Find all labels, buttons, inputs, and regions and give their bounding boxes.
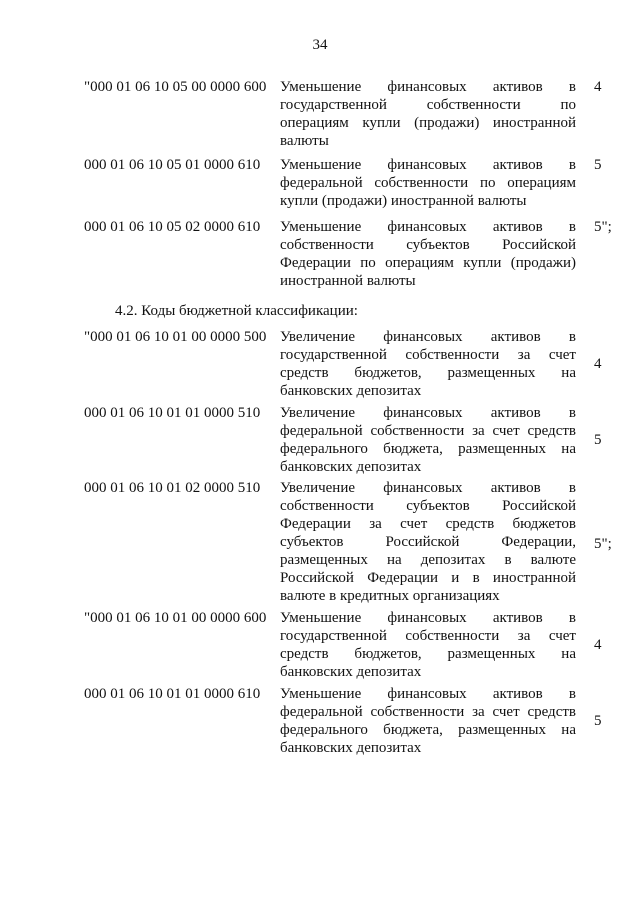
row-description: Уменьшение финансовых активов в федеральной собственности за счет средств федерального бюджета, размещенных на банковских депозитах [280,686,576,756]
row-code: "000 01 06 10 01 00 0000 500 [84,329,267,345]
row-value: 4 [594,637,602,653]
row-code: 000 01 06 10 05 01 0000 610 [84,157,261,173]
row-code: "000 01 06 10 05 00 0000 600 [84,79,267,95]
row-value: 5 [594,157,602,173]
row-code: 000 01 06 10 01 01 0000 510 [84,405,261,421]
row-description: Уменьшение финансовых активов в государственной собственности за счет средств бюджетов, размещенных на банковских депозитах [280,610,576,680]
row-value: 5"; [594,536,612,552]
row-description: Увеличение финансовых активов в федеральной собственности за счет средств федерального бюджета, размещенных на банковских депозитах [280,405,576,475]
row-description: Уменьшение финансовых активов в собственности субъектов Российской Федерации по операциям купли (продажи) иностранной валюты [280,219,576,289]
row-code: 000 01 06 10 01 01 0000 610 [84,686,261,702]
row-code: "000 01 06 10 01 00 0000 600 [84,610,267,626]
page-number: 34 [312,37,328,53]
row-description: Увеличение финансовых активов в собственности субъектов Российской Федерации за счет средств бюджетов субъектов Российской Федерации, размещенных на депозитах в валюте Российской Федерации и в иностранной валюте в кредитных организациях [280,480,576,604]
section-heading: 4.2. Коды бюджетной классификации: [115,303,358,319]
row-code: 000 01 06 10 01 02 0000 510 [84,480,261,496]
row-description: Увеличение финансовых активов в государственной собственности за счет средств бюджетов, размещенных на банковских депозитах [280,329,576,399]
row-code: 000 01 06 10 05 02 0000 610 [84,219,261,235]
row-description: Уменьшение финансовых активов в государственной собственности по операциям купли (продажи) иностранной валюты [280,79,576,149]
row-value: 5 [594,432,602,448]
row-value: 5 [594,713,602,729]
row-value: 5"; [594,219,612,235]
row-value: 4 [594,356,602,372]
row-value: 4 [594,79,602,95]
row-description: Уменьшение финансовых активов в федеральной собственности по операциям купли (продажи) иностранной валюты [280,157,576,209]
